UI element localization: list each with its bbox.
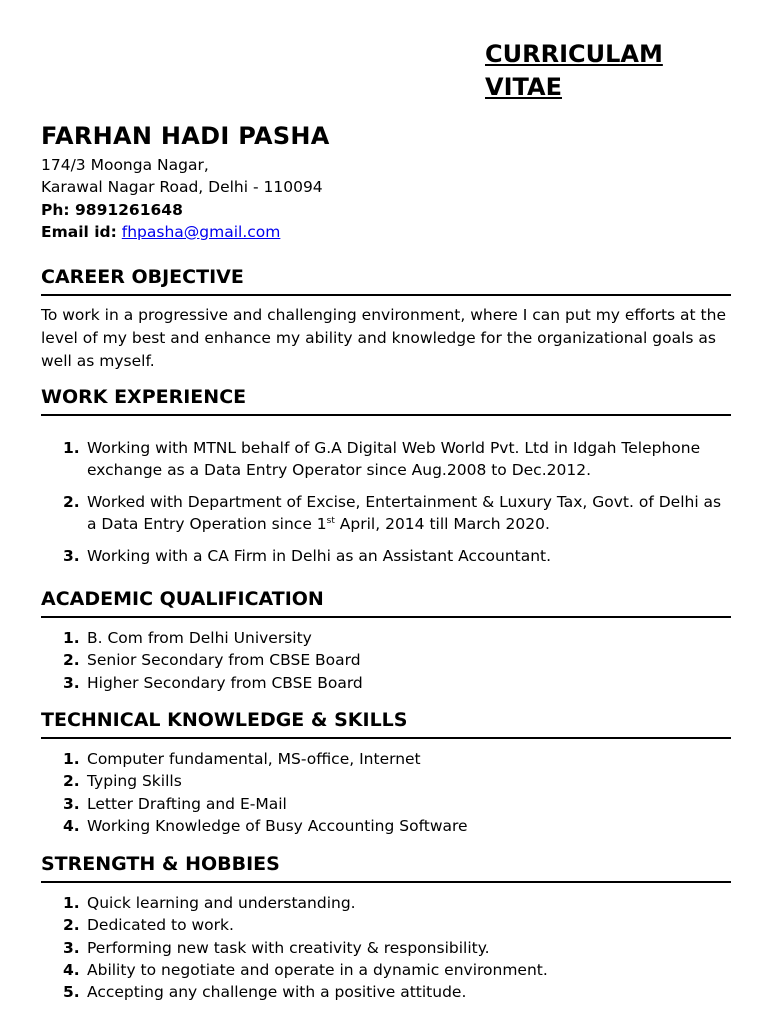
list-text: Letter Drafting and E-Mail [87,794,287,813]
email-label: Email id: [41,222,117,241]
career-objective-text: To work in a progressive and challenging environment, where I can put my efforts at the level of my best and enhance my ability and knowledge for the organizational goals as well as myself. [41,306,726,370]
academic-list [41,627,731,694]
list-number: 2. [63,493,80,511]
section-rule [41,616,731,618]
list-item [41,793,731,815]
list-text: Working with a CA Firm in Delhi as an Assistant Accountant. [87,547,552,565]
section-rule [41,881,731,883]
list-number: 1. [63,629,80,647]
section-heading: TECHNICAL KNOWLEDGE & SKILLS [41,709,408,731]
list-item [41,981,731,1003]
career-objective-section [41,265,731,373]
candidate-name: FARHAN HADI PASHA [41,122,330,150]
email-link[interactable]: fhpasha@gmail.com [121,222,281,241]
list-text: Working Knowledge of Busy Accounting Software [87,816,468,835]
list-item [41,627,731,649]
list-item [41,491,731,535]
list-number: 3. [63,547,80,565]
section-heading: ACADEMIC QUALIFICATION [41,588,324,610]
work-list [41,437,731,567]
list-text: Accepting any challenge with a positive attitude. [87,983,467,1002]
list-item [41,672,731,694]
section-heading: STRENGTH & HOBBIES [41,853,280,875]
list-text: Higher Secondary from CBSE Board [87,673,363,692]
list-text: Working with MTNL behalf of G.A Digital Web World Pvt. Ltd in Idgah Telephone exchange as a Data Entry Operator since Aug.2008 to Dec.2012. [87,439,701,479]
list-number: 3. [63,794,80,813]
list-number: 1. [63,439,80,457]
list-text-continued: April, 2014 till March 2020. [334,515,550,533]
list-text: Computer fundamental, MS-office, Internet [87,750,421,768]
list-number: 2. [63,772,80,791]
phone-number: 9891261648 [75,200,183,219]
technical-list [41,748,731,837]
list-number: 2. [63,916,80,935]
list-text: Quick learning and understanding. [87,894,356,912]
list-item [41,437,731,481]
list-item [41,748,731,770]
section-heading: CAREER OBJECTIVE [41,266,244,288]
list-text: Performing new task with creativity & responsibility. [87,938,490,957]
list-text: Senior Secondary from CBSE Board [87,651,361,670]
list-number: 3. [63,938,80,957]
list-number: 1. [63,750,80,768]
list-number: 2. [63,651,80,670]
section-rule [41,414,731,416]
address-line-1: 174/3 Moonga Nagar, [41,156,209,174]
work-experience-section [41,385,731,577]
list-item [41,914,731,936]
section-rule [41,294,731,296]
contact-block [41,154,323,243]
section-heading: WORK EXPERIENCE [41,386,247,408]
email-line [41,221,323,243]
list-item [41,892,731,914]
strength-hobbies-section [41,852,731,1003]
list-item [41,545,731,567]
list-item [41,815,731,837]
list-text: Ability to negotiate and operate in a dynamic environment. [87,960,548,979]
list-text: Typing Skills [87,772,182,791]
list-text: B. Com from Delhi University [87,629,312,647]
phone-label: Ph: [41,200,70,219]
address-line-2: Karawal Nagar Road, Delhi - 110094 [41,178,323,197]
list-item [41,937,731,959]
phone-line [41,199,323,221]
section-rule [41,737,731,739]
list-number: 4. [63,816,80,835]
list-number: 5. [63,983,80,1002]
list-item [41,770,731,792]
list-item [41,649,731,671]
superscript: st [326,515,335,526]
document-title: CURRICULAM VITAE [485,40,663,101]
list-number: 1. [63,894,80,912]
list-text: Dedicated to work. [87,916,234,935]
hobbies-list [41,892,731,1003]
list-number: 4. [63,960,80,979]
academic-qualification-section [41,587,731,694]
list-number: 3. [63,673,80,692]
list-text: Worked with Department of Excise, Entertainment & Luxury Tax, Govt. of Delhi as a Data Entry Operation since 1 [87,493,722,533]
list-item [41,959,731,981]
technical-skills-section [41,708,731,837]
